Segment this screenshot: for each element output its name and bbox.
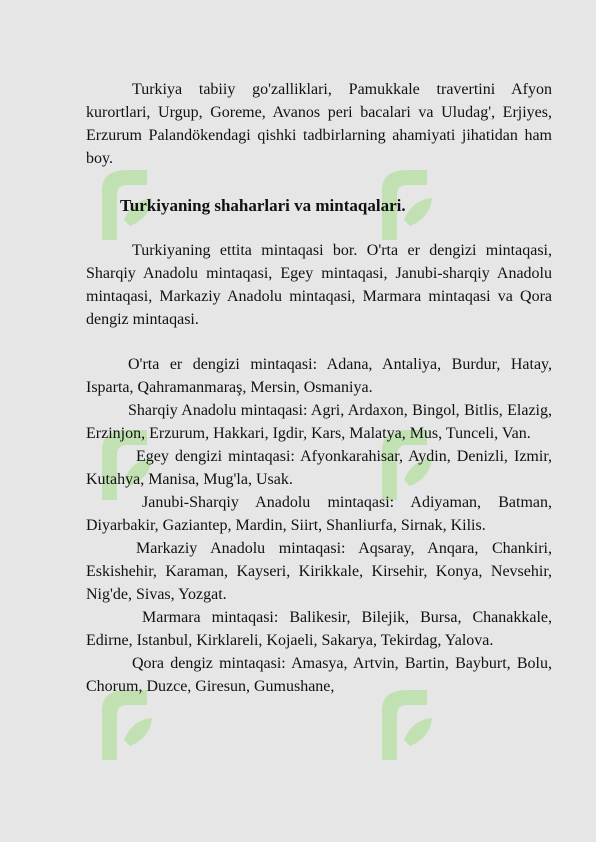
region-paragraph — [86, 652, 552, 698]
region-cities: Adana, Antaliya, Burdur, Hatay, Isparta, Qahramanmaraş, Mersin, Osmaniya. — [86, 356, 553, 396]
region-cities: Agri, Ardaxon, Bingol, Bitlis, Elazig, Erzinjon, Erzurum, Hakkari, Igdir, Kars, Malatya, Mus, Tunceli, Van. — [86, 402, 552, 442]
region-paragraph — [86, 445, 552, 491]
region-label: O'rta er dengizi mintaqasi: — [128, 356, 318, 373]
region-paragraph — [86, 537, 552, 606]
intro-paragraph: Turkiya tabiiy go'zalliklari, Pamukkale travertini Afyon kurortlari, Urgup, Goreme, Avanos peri bacalari va Uludag', Erjiyes, Erzurum Palandökendagi qishki tadbirlarning ahamiyati jihatidan ham boy. — [86, 81, 552, 167]
region-paragraph — [86, 491, 552, 537]
region-cities: Amasya, Artvin, Bartin, Bayburt, Bolu, Chorum, Duzce, Giresun, Gumushane, — [86, 655, 552, 695]
region-cities: Balikesir, Bilejik, Bursa, Chanakkale, Edirne, Istanbul, Kirklareli, Kojaeli, Sakarya, Tekirdag, Yalova. — [86, 609, 552, 649]
region-label: Marmara mintaqasi: — [142, 609, 279, 626]
overview-paragraph: Turkiyaning ettita mintaqasi bor. O'rta er dengizi mintaqasi, Sharqiy Anadolu mintaqasi, Egey mintaqasi, Janubi-sharqiy Anadolu mintaqasi, Markaziy Anadolu mintaqasi, Marmara mintaqasi va Qora dengiz mintaqasi. — [86, 242, 552, 328]
region-label: Janubi-Sharqiy Anadolu mintaqasi: — [142, 494, 395, 511]
regions-list — [86, 353, 552, 698]
region-cities: Adiyaman, Batman, Diyarbakir, Gaziantep, Mardin, Siirt, Shanliurfa, Sirnak, Kilis. — [86, 494, 552, 534]
region-paragraph — [86, 399, 552, 445]
document-body — [86, 78, 552, 698]
region-cities: Aqsaray, Anqara, Chankiri, Eskishehir, Karaman, Kayseri, Kirikkale, Kirsehir, Konya, Nevsehir, Nig'de, Sivas, Yozgat. — [86, 540, 552, 603]
region-paragraph — [86, 606, 552, 652]
region-cities: Afyonkarahisar, Aydin, Denizli, Izmir, Kutahya, Manisa, Mug'la, Usak. — [86, 448, 553, 488]
region-label: Markaziy Anadolu mintaqasi: — [136, 540, 346, 557]
region-label: Egey dengizi mintaqasi: — [136, 448, 295, 465]
region-label: Qora dengiz mintaqasi: — [132, 655, 286, 672]
region-label: Sharqiy Anadolu mintaqasi: — [128, 402, 308, 419]
region-paragraph — [86, 353, 552, 399]
section-heading: Turkiyaning shaharlari va mintaqalari. — [120, 196, 406, 215]
